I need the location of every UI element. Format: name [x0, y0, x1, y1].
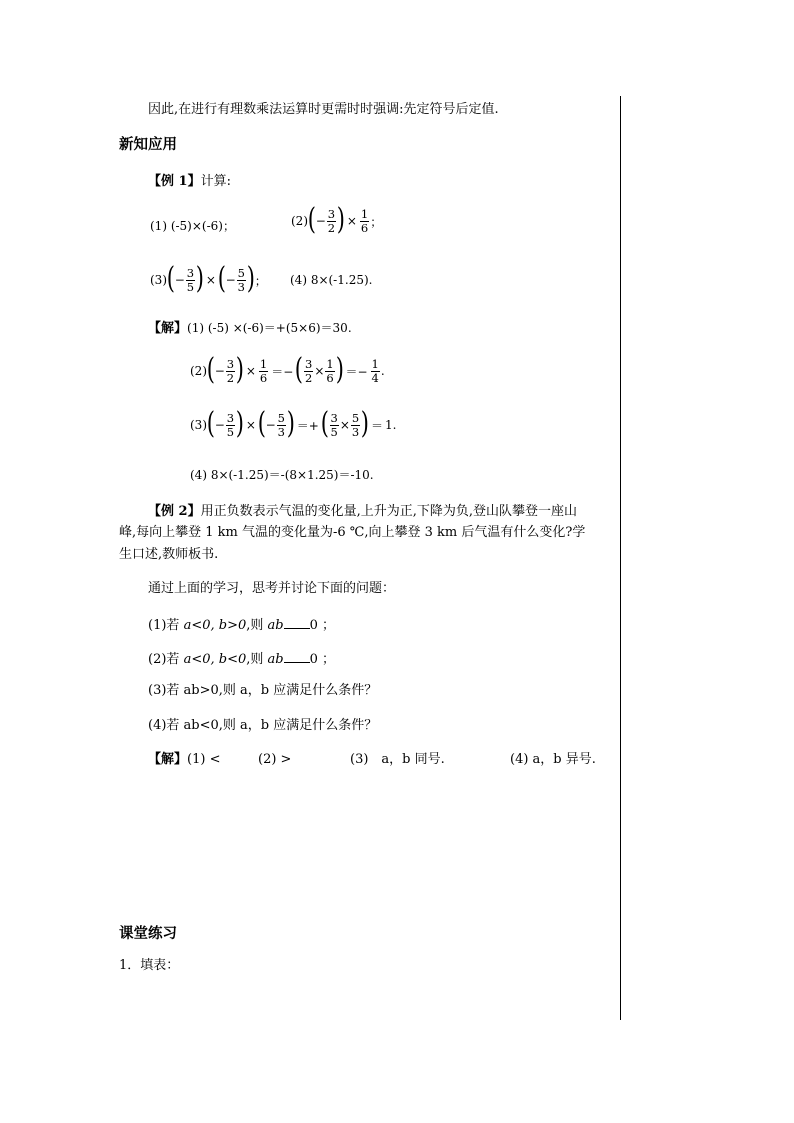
- question-4: (4)若 ab<0,则 a，b 应满足什么条件？: [148, 718, 378, 733]
- solution-1-text: (1) (-5) ×(-6)＝+(5×6)＝30.: [187, 321, 352, 335]
- example-1-heading: [148, 174, 231, 190]
- q2-fraction-b: $\frac{1}{6}$: [360, 206, 369, 235]
- intro-line: 因此,在进行有理数乘法运算时更需时时强调:先定符号后定值.: [148, 102, 499, 117]
- question-1: (1)若 a<0, b>0,则 ab 0 ；: [148, 618, 335, 633]
- solution-1-label: 【解】: [148, 321, 188, 336]
- solution-1-line-1: [148, 320, 352, 337]
- practice-item-1: 1．填表：: [119, 958, 180, 973]
- example-2-line-3: 生口述,教师板书.: [119, 547, 219, 562]
- example-2-label: 【例 2】: [148, 504, 201, 519]
- q3-prefix: (3): [150, 273, 167, 287]
- example-1-text: 计算:: [200, 174, 231, 189]
- solution-3-result: 1.: [384, 418, 397, 432]
- solution-2-label: 【解】: [148, 752, 188, 767]
- solution-1-line-2: (2) ( − $\frac{3}{2}$ ) × $\frac{1}{6}$ ＝− ( $\frac{3}{2}$ × $\frac{1}{6}$ ) ＝− $\frac{1}{4}$ .: [190, 352, 385, 387]
- example-1-question-3: (3) ( − $\frac{3}{5}$ ) × ( − $\frac{5}{3}$ ) ；: [150, 261, 267, 296]
- example-2-line-1: 【例 2】用正负数表示气温的变化量,上升为正,下降为负,登山队攀登一座山: [148, 504, 577, 519]
- example-1-label: 【例 1】: [148, 174, 201, 189]
- example-2-line-2: 峰,每向上攀登 1 km 气温的变化量为-6 ℃,向上攀登 3 km 后气温有什么变化?学: [119, 525, 586, 540]
- q2-prefix: (2): [291, 214, 308, 228]
- solution-1-line-3: (3) ( − $\frac{3}{5}$ ) × ( − $\frac{5}{3}$ ) ＝+ ( $\frac{3}{5}$ × $\frac{5}{3}$ ) ＝ 1.: [190, 406, 397, 441]
- q2-fraction-a: $\frac{3}{2}$: [327, 206, 336, 235]
- question-2: (2)若 a<0, b<0,则 ab 0 ；: [148, 652, 335, 667]
- solution-1-line-4: (4) 8×(-1.25)＝-(8×1.25)＝-10.: [190, 468, 374, 482]
- example-1-question-2: (2) ( − $\frac{3}{2}$ ) × $\frac{1}{6}$ ；: [291, 202, 383, 237]
- answer-3: (3) a，b 同号.: [350, 752, 445, 767]
- answer-2: (2) >: [258, 752, 292, 767]
- example-1-question-4: (4) 8×(-1.25).: [290, 273, 373, 287]
- section-heading-new-knowledge: 新知应用: [119, 137, 177, 153]
- answer-4: (4) a，b 异号.: [510, 752, 596, 767]
- solution-2-line: [148, 752, 220, 768]
- margin-rule: [620, 96, 621, 1020]
- question-3: (3)若 ab>0,则 a，b 应满足什么条件？: [148, 683, 378, 698]
- answer-1: (1) <: [187, 752, 221, 767]
- example-1-question-1: (1) (-5)×(-6)；: [150, 219, 235, 233]
- answer-blank-2[interactable]: [284, 650, 310, 663]
- solution-2-result: $\frac{1}{4}$: [371, 356, 379, 385]
- section-heading-practice: 课堂练习: [119, 926, 177, 942]
- think-prompt: 通过上面的学习，思考并讨论下面的问题：: [148, 581, 396, 596]
- answer-blank-1[interactable]: [284, 616, 310, 629]
